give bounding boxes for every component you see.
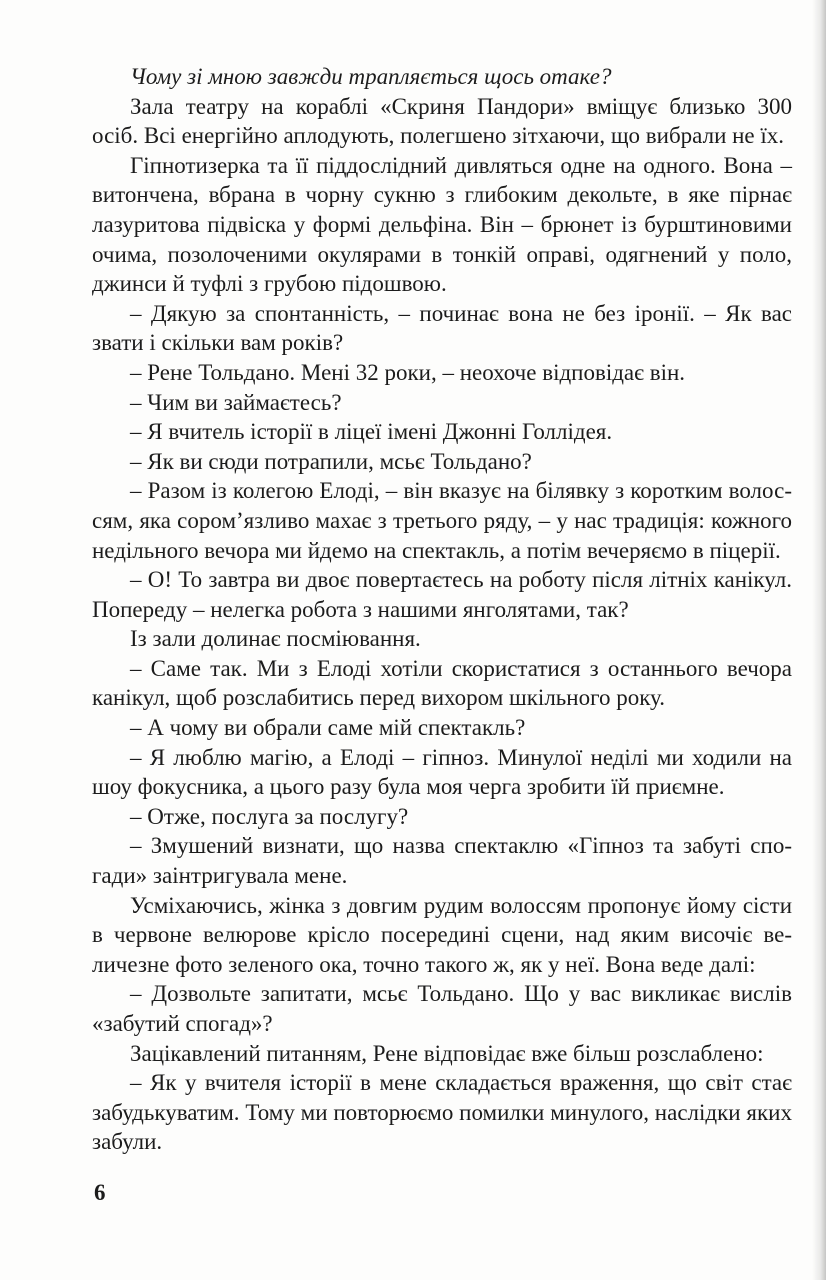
page-edge-shadow — [812, 0, 826, 1280]
paragraph-19: Зацікавлений питанням, Рене відповідає вже більш розслаблено: — [130, 1040, 764, 1066]
paragraph-11: Із зали долинає посміювання. — [130, 626, 421, 652]
paragraph-6: – Чим ви займаєтесь? — [130, 389, 342, 415]
paragraph-5: – Рене Тольдано. Мені 32 роки, – неохоче відповідає він. — [130, 359, 686, 385]
paragraph-3: Гіпнотизерка та її піддослідний дивляться одне на одного. Вона – витончена, вбрана в чорну сукню з глибоким декольте, в яке пірнає лазуритова підвіска у формі дельфіна. Він – брюнет із бурштиновими очима, позолоченими окулярами в тонкій оправі, одягнений у поло, джинси й туфлі з грубою підошвою. — [92, 152, 792, 297]
paragraph-7: – Я вчитель історії в ліцеї імені Джонні Голлідея. — [130, 419, 613, 445]
paragraph-9: – Разом із колегою Елоді, – він вказує на білявку з коротким волоссям, яка сором’язливо махає з третього ряду, – у нас традиція: кожного недільного вечора ми йдемо на спектакль, а потім вечеряємо в піцерії. — [92, 478, 792, 563]
paragraph-20: – Як у вчителя історії в мене складається враження, що світ стає забудькуватим. Тому ми повторюємо помилки минулого, наслідки яких забули. — [92, 1070, 792, 1155]
paragraph-1: Чому зі мною завжди трапляється щось отаке? — [130, 64, 612, 89]
paragraph-10: – О! То завтра ви двоє повертаєтесь на роботу після літніх канікул. Попереду – нелегка робота з нашими янголятами, так? — [92, 567, 792, 622]
paragraph-14: – Я люблю магію, а Елоді – гіпноз. Минулої неділі ми ходили на шоу фокусника, а цього разу була моя черга зробити їй приємне. — [92, 744, 792, 800]
paragraph-17: Усміхаючись, жінка з довгим рудим волоссям пропонує йому сісти в червоне велюрове крісло посередині сцени, над яким височіє величезне фото зеленого ока, точно такого ж, як у неї. Вона веде далі: — [92, 892, 792, 977]
paragraph-18: – Дозвольте запитати, мсьє Тольдано. Що у вас викликає вислів «забутий спогад»? — [92, 981, 792, 1036]
paragraph-15: – Отже, послуга за послугу? — [130, 803, 409, 829]
paragraph-13: – А чому ви обрали саме мій спектакль? — [130, 715, 526, 741]
paragraph-2: Зала театру на кораблі «Скриня Пандори» вміщує близько 300 осіб. Всі енергійно аплодують, полегшено зітхаючи, що вибрали не їх. — [92, 93, 792, 149]
paragraph-12: – Саме так. Ми з Елоді хотіли скористатися з останнього вечора канікул, щоб розслабитись перед вихором шкільного року. — [92, 655, 792, 711]
paragraph-8: – Як ви сюди потрапили, мсьє Тольдано? — [130, 448, 532, 474]
page-number: 6 — [94, 1180, 106, 1205]
body-text — [92, 62, 792, 1157]
paragraph-4: – Дякую за спонтанність, – починає вона не без іронії. – Як вас звати і скільки вам років? — [92, 300, 792, 356]
paragraph-16: – Змушений визнати, що назва спектаклю «Гіпноз та забуті спогади» заінтригувала мене. — [92, 833, 792, 889]
